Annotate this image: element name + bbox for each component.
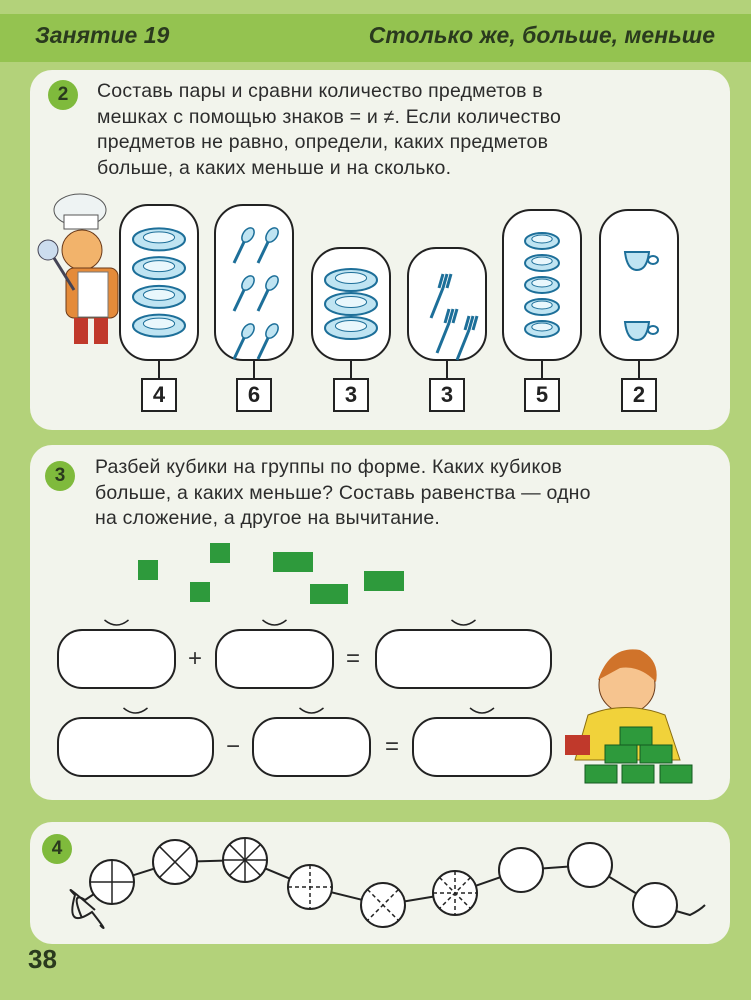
chef-illustration: [38, 194, 118, 344]
bead: [568, 843, 612, 887]
task-3-text: [95, 455, 591, 532]
arc-mark: [263, 620, 287, 625]
boy-block: [605, 745, 637, 763]
plate-icon: [143, 318, 174, 329]
answer-field: [216, 630, 333, 688]
page-number: 38: [28, 944, 57, 974]
plate-icon: [143, 289, 174, 300]
count-box: 6: [236, 378, 272, 412]
answer-field: [376, 630, 551, 688]
small-cube: [190, 582, 210, 602]
arc-mark: [452, 620, 476, 625]
count-box: 5: [524, 378, 560, 412]
count-box: 2: [621, 378, 657, 412]
task-3-line: Разбей кубики на группы по форме. Каких кубиков: [95, 456, 563, 478]
arc-mark: [124, 708, 148, 713]
count-box: 3: [429, 378, 465, 412]
task-3-line: на сложение, а другое на вычитание.: [95, 507, 440, 529]
boy-block: [640, 745, 672, 763]
bead: [633, 883, 677, 927]
task-2-line: Составь пары и сравни количество предметов в: [97, 80, 543, 102]
plate-icon: [532, 235, 552, 243]
plate-icon: [143, 261, 174, 272]
topic-title: Столько же, больше, меньше: [368, 22, 715, 48]
small-cube: [138, 560, 158, 580]
long-block: [273, 552, 313, 572]
bag-plate: [312, 248, 390, 378]
bag-plate: [120, 205, 198, 378]
plate-icon: [532, 301, 552, 309]
plate-icon: [143, 232, 174, 243]
bead: [499, 848, 543, 892]
answer-field: [413, 718, 551, 776]
task-3-line: больше, а каких меньше? Составь равенства — одно: [95, 481, 591, 504]
long-block: [364, 571, 404, 591]
bag-saucer: [503, 210, 581, 378]
task-2-line: больше, а каких меньше и на сколько.: [97, 156, 452, 179]
answer-field: [58, 718, 213, 776]
bag-fork: [408, 248, 486, 378]
plate-icon: [335, 321, 366, 332]
task-2-badge: 2: [48, 80, 78, 110]
count-box: 4: [141, 378, 177, 412]
arc-mark: [300, 708, 324, 713]
lesson-title: Занятие 19: [35, 22, 170, 48]
arc-mark: [105, 620, 129, 625]
task-3-badge: 3: [45, 461, 75, 491]
boy-block: [620, 727, 652, 745]
bag-cup: [600, 210, 678, 378]
plus-sign: +: [188, 645, 203, 672]
boy-block: [585, 765, 617, 783]
equals-sign: =: [346, 645, 361, 672]
arc-mark: [470, 708, 494, 713]
task-4-badge: 4: [42, 834, 72, 864]
bag-spoon: [215, 205, 293, 378]
boy-block: [622, 765, 654, 783]
count-box: 3: [333, 378, 369, 412]
boy-block: [660, 765, 692, 783]
plate-icon: [532, 323, 552, 331]
bag-outline: [408, 248, 486, 360]
plate-icon: [335, 273, 366, 284]
answer-field: [253, 718, 370, 776]
plate-icon: [532, 279, 552, 287]
small-cube: [210, 543, 230, 563]
answer-field: [58, 630, 175, 688]
minus-sign: −: [226, 733, 241, 760]
plate-icon: [335, 297, 366, 308]
plate-icon: [532, 257, 552, 265]
task-2-line: мешках с помощью знаков = и ≠. Если количество: [97, 105, 562, 128]
long-block: [310, 584, 348, 604]
task-2-line: предметов не равно, определи, каких предметов: [97, 131, 549, 153]
equals-sign: =: [385, 733, 400, 760]
